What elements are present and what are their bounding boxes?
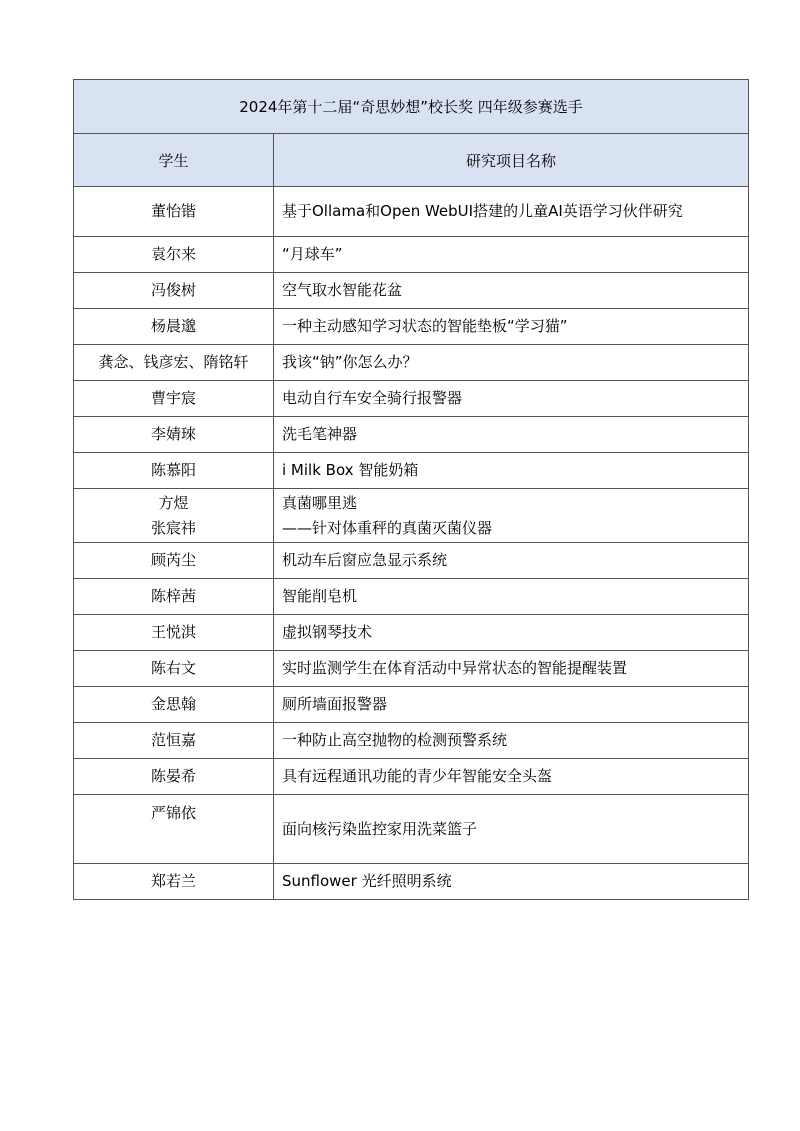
student-cell	[74, 795, 274, 864]
table-row	[74, 795, 749, 864]
project-cell	[274, 309, 749, 345]
project-cell	[274, 237, 749, 273]
student-cell	[74, 651, 274, 687]
project-name: 我该“钠”你怎么办？	[282, 353, 418, 371]
student-cell	[74, 579, 274, 615]
project-cell	[274, 543, 749, 579]
table-row	[74, 417, 749, 453]
project-name: 面向核污染监控家用洗菜篮子	[282, 819, 478, 838]
project-name: 一种防止高空抛物的检测预警系统	[282, 731, 508, 749]
student-name: 陈晏希	[150, 767, 196, 785]
project-cell	[274, 687, 749, 723]
student-cell	[74, 723, 274, 759]
student-name: 金思翰	[150, 695, 196, 713]
student-name: 郑若兰	[150, 872, 196, 890]
table-title: 2024年第十二届“奇思妙想”校长奖 四年级参赛选手	[74, 80, 749, 134]
project-cell	[274, 453, 749, 489]
table-row	[74, 543, 749, 579]
student-name: 陈慕阳	[150, 461, 196, 479]
project-name: 智能削皂机	[282, 587, 358, 605]
student-cell	[74, 759, 274, 795]
project-name: 电动自行车安全骑行报警器	[282, 389, 463, 407]
project-name: i Milk Box 智能奶箱	[282, 461, 419, 479]
student-cell	[74, 309, 274, 345]
project-name: 空气取水智能花盆	[282, 281, 403, 299]
table-row	[74, 615, 749, 651]
student-cell	[74, 453, 274, 489]
student-cell	[74, 381, 274, 417]
header-row	[74, 134, 749, 187]
student-name: 龚念、钱彦宏、隋铭轩	[98, 353, 249, 371]
student-name: 王悦淇	[150, 623, 196, 641]
table-row	[74, 687, 749, 723]
student-cell	[74, 417, 274, 453]
title-row	[74, 80, 749, 134]
student-cell	[74, 687, 274, 723]
project-name: 实时监测学生在体育活动中异常状态的智能提醒装置	[282, 659, 628, 677]
student-name: 李婧琜	[150, 425, 196, 443]
table-row	[74, 453, 749, 489]
student-cell	[74, 273, 274, 309]
student-name: 冯俊树	[150, 281, 196, 299]
project-cell	[274, 417, 749, 453]
project-column-header: 研究项目名称	[274, 134, 749, 187]
student-column-header: 学生	[74, 134, 274, 187]
project-cell	[274, 795, 749, 864]
project-cell	[274, 273, 749, 309]
student-cell	[74, 489, 274, 543]
project-name: 虚拟钢琴技术	[282, 623, 373, 641]
project-name: ——针对体重秤的真菌灭菌仪器	[282, 518, 493, 537]
project-name: 一种主动感知学习状态的智能垫板“学习猫”	[282, 317, 568, 335]
table-row	[74, 309, 749, 345]
project-cell	[274, 759, 749, 795]
table-body	[74, 187, 749, 900]
project-cell	[274, 651, 749, 687]
table-row	[74, 759, 749, 795]
table-row	[74, 489, 749, 543]
project-cell	[274, 345, 749, 381]
project-cell	[274, 615, 749, 651]
table-row	[74, 187, 749, 237]
project-name: 真菌哪里逃	[282, 493, 358, 512]
student-name: 顾芮尘	[150, 551, 196, 569]
student-cell	[74, 615, 274, 651]
project-name: 基于Ollama和Open WebUI搭建的儿童AI英语学习伙伴研究	[282, 202, 683, 220]
project-name: Sunflower 光纤照明系统	[282, 872, 452, 890]
student-cell	[74, 237, 274, 273]
student-cell	[74, 864, 274, 900]
student-name: 曹宇宸	[150, 389, 196, 407]
student-name: 杨晨邈	[150, 317, 196, 335]
student-name: 陈右文	[150, 659, 196, 677]
student-name: 陈梓茜	[150, 587, 196, 605]
table-row	[74, 864, 749, 900]
project-name: 厕所墙面报警器	[282, 695, 388, 713]
table-row	[74, 651, 749, 687]
table-row	[74, 237, 749, 273]
student-cell	[74, 345, 274, 381]
table-row	[74, 579, 749, 615]
student-name: 方煜	[158, 493, 189, 512]
project-cell	[274, 864, 749, 900]
project-name: “月球车”	[282, 245, 343, 263]
student-name: 董怡锴	[150, 202, 196, 220]
student-name: 严锦依	[150, 804, 196, 822]
table-row	[74, 381, 749, 417]
project-cell	[274, 489, 749, 543]
project-name: 洗毛笔神器	[282, 425, 358, 443]
student-name: 袁尔来	[150, 245, 196, 263]
student-cell	[74, 187, 274, 237]
project-cell	[274, 723, 749, 759]
project-name: 机动车后窗应急显示系统	[282, 551, 448, 569]
student-cell	[74, 543, 274, 579]
contestant-table	[73, 79, 749, 900]
project-name: 具有远程通讯功能的青少年智能安全头盔	[282, 767, 553, 785]
student-name: 张宸祎	[150, 518, 196, 537]
table-row	[74, 273, 749, 309]
table-row	[74, 345, 749, 381]
project-cell	[274, 381, 749, 417]
student-name: 范恒嘉	[150, 731, 196, 749]
project-cell	[274, 187, 749, 237]
table-row	[74, 723, 749, 759]
project-cell	[274, 579, 749, 615]
